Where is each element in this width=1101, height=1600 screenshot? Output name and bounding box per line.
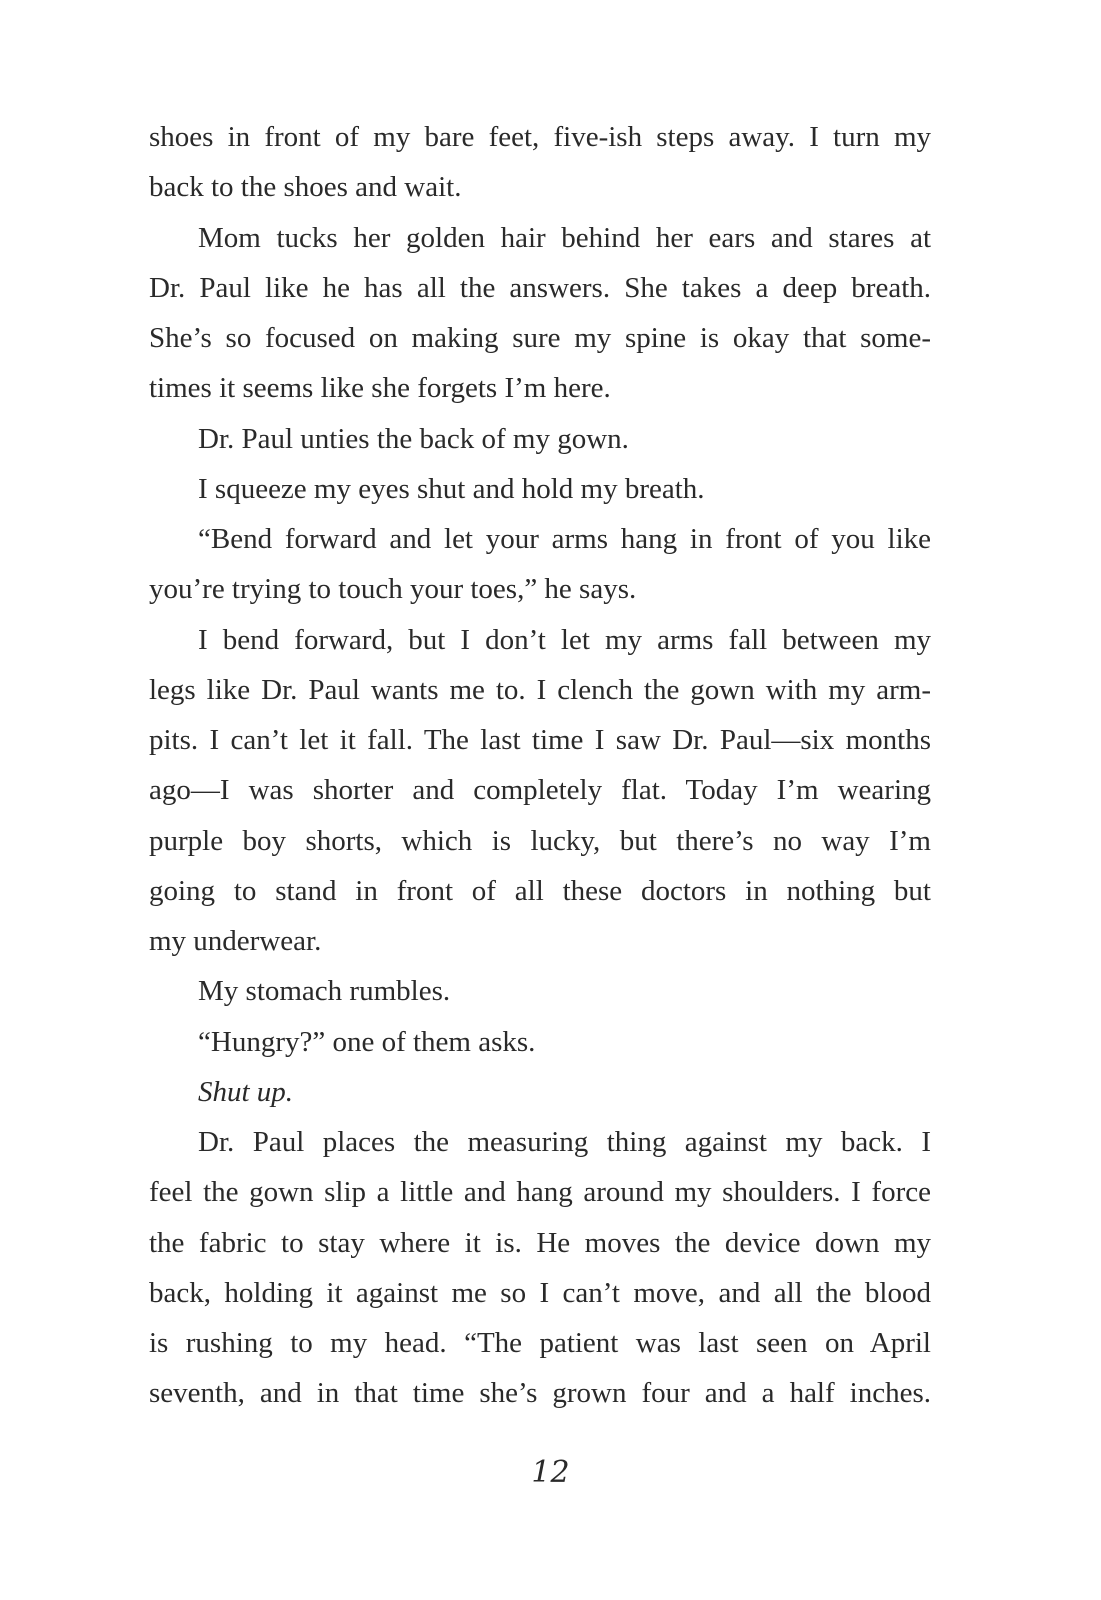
text-line: seventh, and in that time she’s grown four and a half inches. (149, 1377, 931, 1410)
text-line: legs like Dr. Paul wants me to. I clench the gown with my arm- (149, 673, 931, 706)
text-line: purple boy shorts, which is lucky, but there’s no way I’m (149, 824, 931, 857)
text-line: I squeeze my eyes shut and hold my breath. (198, 472, 705, 505)
text-line: I bend forward, but I don’t let my arms fall between my (198, 623, 931, 656)
text-line: back to the shoes and wait. (149, 171, 462, 204)
text-line: Dr. Paul like he has all the answers. She takes a deep breath. (149, 271, 931, 304)
text-line: Dr. Paul places the measuring thing against my back. I (198, 1126, 931, 1158)
text-line: times it seems like she forgets I’m here. (149, 372, 611, 405)
text-line: “Bend forward and let your arms hang in front of you like (198, 523, 931, 555)
text-line: feel the gown slip a little and hang around my shoulders. I force (149, 1176, 931, 1209)
text-line: shoes in front of my bare feet, five-ish steps away. I turn my (149, 121, 931, 153)
text-line: She’s so focused on making sure my spine is okay that some- (149, 322, 931, 354)
text-line: my underwear. (149, 925, 322, 957)
text-line: Dr. Paul unties the back of my gown. (198, 422, 629, 455)
text-line: pits. I can’t let it fall. The last time I saw Dr. Paul—six months (149, 724, 931, 756)
text-line: the fabric to stay where it is. He moves the device down my (149, 1226, 931, 1259)
page-number: 12 (531, 1455, 570, 1490)
text-line: My stomach rumbles. (198, 975, 451, 1008)
text-line: you’re trying to touch your toes,” he says. (149, 573, 637, 606)
text-line: is rushing to my head. “The patient was last seen on April (149, 1327, 931, 1359)
text-line: “Hungry?” one of them asks. (198, 1025, 536, 1058)
text-line: going to stand in front of all these doctors in nothing but (149, 874, 931, 907)
text-line: Shut up. (198, 1075, 294, 1108)
text-line: back, holding it against me so I can’t move, and all the blood (149, 1276, 931, 1309)
text-line: ago—I was shorter and completely flat. Today I’m wearing (149, 774, 931, 807)
text-line: Mom tucks her golden hair behind her ears and stares at (198, 221, 931, 254)
body-text (149, 112, 931, 1419)
